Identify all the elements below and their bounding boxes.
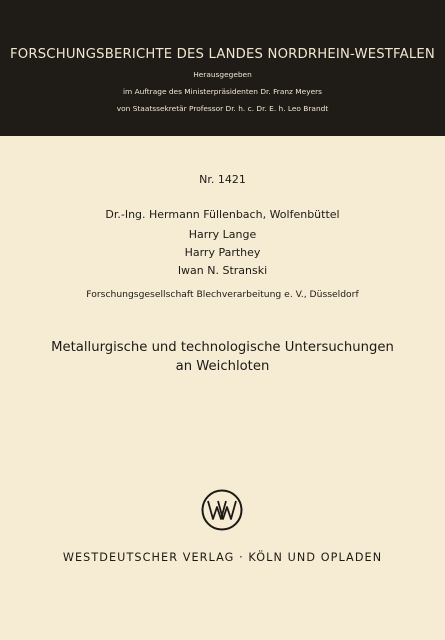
author-4: Iwan N. Stranski [177,264,268,277]
title-line-1: Metallurgische und technologische Untersuchungen [51,340,394,355]
editor-line-2: im Auftrage des Ministerpräsidenten Dr. Franz Meyers [122,87,323,96]
series-title: FORSCHUNGSBERICHTE DES LANDES NORDRHEIN-WESTFALEN [10,47,435,62]
ww-monogram-icon [201,489,243,531]
publisher-name: WESTDEUTSCHER VERLAG · KÖLN UND OPLADEN [62,551,383,564]
report-number: Nr. 1421 [199,173,246,186]
editor-line-1: Herausgegeben [193,70,252,79]
editor-line-3: von Staatssekretär Professor Dr. h. c. Dr. E. h. Leo Brandt [116,104,329,113]
institution: Forschungsgesellschaft Blechverarbeitung e. V., Düsseldorf [86,289,359,300]
header-band [0,0,445,136]
author-2: Harry Lange [188,228,257,241]
author-1: Dr.-Ing. Hermann Füllenbach, Wolfenbüttel [105,208,340,221]
author-3: Harry Parthey [184,246,261,259]
title-line-2: an Weichloten [175,359,270,374]
